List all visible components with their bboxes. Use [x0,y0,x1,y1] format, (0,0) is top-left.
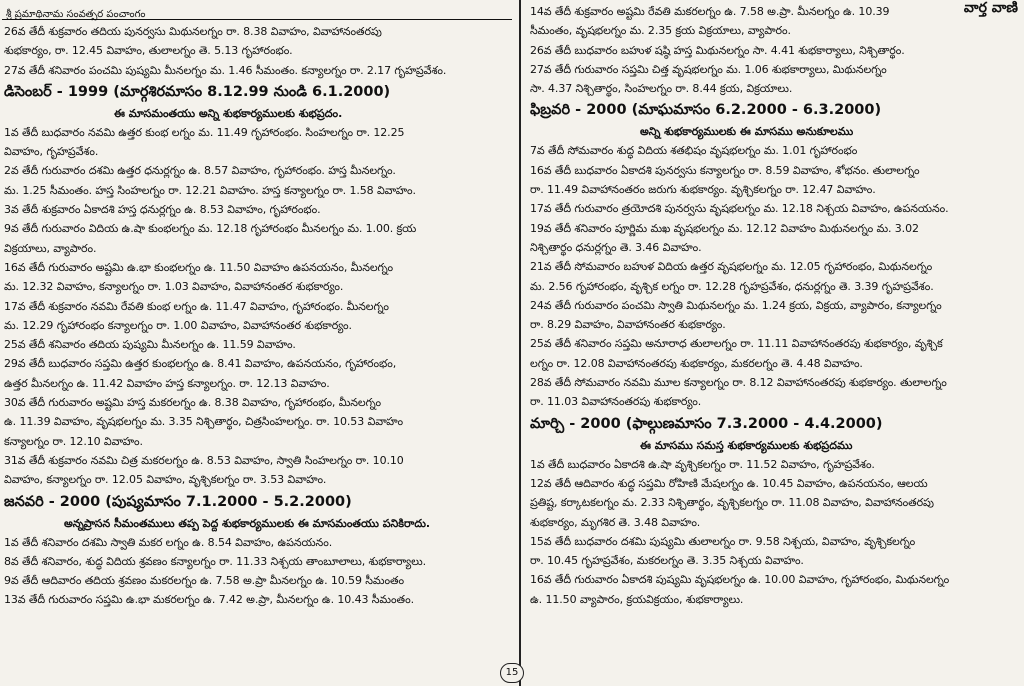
muhurtham-entry-line: మ. 12.29 గృహారంభం కన్యాలగ్నం రా. 1.00 వివాహం, వివాహానంతర శుభకార్యం. [4,318,352,332]
muhurtham-entry-line: 14వ తేదీ శుక్రవారం అష్టమి రేవతి మకరలగ్నం ఉ. 7.58 అ.ప్రా. మీనలగ్నం ఉ. 10.39 [530,5,890,18]
muhurtham-entry-line: 31వ తేదీ శుక్రవారం నవమి చిత్ర మకరలగ్నం ఉ. 8.53 వివాహం, స్వాతి సింహలగ్నం రా. 10.10 [4,453,404,467]
muhurtham-entry-line: 1వ తేదీ బుధవారం ఏకాదశి ఉ.షా వృశ్చికలగ్నం రా. 11.52 వివాహం, గృహప్రవేశం. [530,457,875,471]
month-note: ఈ మాసమంతయు అన్ని శుభకార్యములకు శుభప్రదం. [114,106,343,120]
muhurtham-entry-line: మ. 2.56 గృహారంభం, వృశ్చిక లగ్నం రా. 12.28 గృహప్రవేశం, ధనుర్లగ్నం తె. 3.39 గృహప్రవేశం. [530,279,934,293]
month-heading: ఫిబ్రవరి - 2000 (మాఘమాసం 6.2.2000 - 6.3.2000) [530,102,882,119]
muhurtham-entry-line: రా. 8.29 వివాహం, వివాహానంతర శుభకార్యం. [530,318,726,332]
page-header [2,2,512,20]
muhurtham-entry-line: 26వ తేదీ బుధవారం బహుళ షష్ఠి హస్త మిథునలగ్నం సా. 4.41 శుభకార్యాలు, నిశ్చితార్థం. [530,43,905,57]
month-heading: మార్చి - 2000 (ఫాల్గుణమాసం 7.3.2000 - 4.4.2000) [530,415,883,432]
muhurtham-entry-line: 29వ తేదీ బుధవారం సప్తమి ఉత్తర కుంభలగ్నం ఉ. 8.41 వివాహం, ఉపనయనం, గృహారంభం, [4,357,397,371]
month-heading: డిసెంబర్ - 1999 (మార్గశిరమాసం 8.12.99 నుండి 6.1.2000) [4,83,391,100]
muhurtham-entry-line: రా. 11.03 వివాహానంతరపు శుభకార్యం. [530,395,702,409]
muhurtham-entry-line: 27వ తేదీ గురువారం సప్తమి చిత్త వృషభలగ్నం మ. 1.06 శుభకార్యాలు, మిథునలగ్నం [530,62,887,76]
muhurtham-entry-line: విక్రయాలు, వ్యాపారం. [4,241,97,255]
muhurtham-entry-line: 16వ తేదీ గురువారం ఏకాదశి పుష్యమి వృషభలగ్నం ఉ. 10.00 వివాహం, గృహారంభం, మిథునలగ్నం [530,573,950,587]
muhurtham-entry-line: 25వ తేదీ శనివారం తదియ పుష్యమి మీనలగ్నం ఉ. 11.59 వివాహం. [4,338,296,352]
muhurtham-entry-line: 28వ తేదీ సోమవారం నవమి మూల కన్యాలగ్నం రా. 8.12 వివాహానంతరపు శుభకార్యం. తులాలగ్నం [530,376,947,390]
muhurtham-entry-line: 21వ తేదీ సోమవారం బహుళ విదియ ఉత్తర వృషభలగ్నం మ. 12.05 గృహారంభం, మిథునలగ్నం [530,260,933,274]
muhurtham-entry-line: 16వ తేదీ గురువారం అష్టమి ఉ.భా కుంభలగ్నం ఉ. 11.50 వివాహం ఉపనయనం, మీనలగ్నం [4,260,393,274]
muhurtham-entry-line: 12వ తేదీ ఆదివారం శుద్ధ సప్తమి రోహిణి మేషలగ్నం ఉ. 10.45 వివాహం, ఉపనయనం, ఆలయ [530,476,928,490]
muhurtham-entry-line: శుభకార్యం, మృగశిర తె. 3.48 వివాహం. [530,515,701,529]
muhurtham-entry-line: లగ్నం రా. 12.08 వివాహానంతరపు శుభకార్యం, మకరలగ్నం తె. 4.48 వివాహం. [530,356,863,370]
muhurtham-entry-line: 8వ తేదీ శనివారం, శుద్ధ విదియ శ్రవణం కన్యాలగ్నం రా. 11.33 నిశ్చయ తాంబూలాలు, శుభకార్యాలు. [4,554,426,568]
muhurtham-entry-line: 25వ తేదీ శనివారం సప్తమి అనూరాధ తులాలగ్నం రా. 11.11 వివాహానంతరపు శుభకార్యం, వృశ్చిక [530,337,943,351]
muhurtham-entry-line: 3వ తేదీ శుక్రవారం ఏకాదశి హస్త ధనుర్లగ్నం ఉ. 8.53 వివాహం, గృహారంభం. [4,203,321,217]
muhurtham-entry-line: 24వ తేదీ గురువారం పంచమి స్వాతి మిథునలగ్నం మ. 1.24 క్రయ, విక్రయ, వ్యాపారం, కన్యాలగ్నం [530,298,942,312]
muhurtham-entry-line: మ. 12.32 వివాహం, కన్యాలగ్నం రా. 1.03 వివాహం, వివాహానంతర శుభకార్యం. [4,280,344,294]
header-title: శ్రీ ప్రమాథినామ సంవత్సర పంచాంగం [6,9,146,20]
muhurtham-entry-line: 15వ తేదీ బుధవారం దశమి పుష్యమి తులాలగ్నం రా. 9.58 నిశ్చయ, వివాహం, వృశ్చికలగ్నం [530,534,916,548]
muhurtham-entry-line: 30వ తేదీ గురువారం అష్టమి హస్త మకరలగ్నం ఉ. 8.38 వివాహం, గృహారంభం, మీనలగ్నం [4,396,381,410]
muhurtham-entry-line: రా. 10.45 గృహప్రవేశం, మకరలగ్నం తె. 3.35 నిశ్చయ వివాహం. [530,554,804,568]
muhurtham-entry-line: 16వ తేదీ బుధవారం ఏకాదశి పునర్వసు కన్యాలగ్నం రా. 8.59 వివాహం, శోభనం. తులాలగ్నం [530,163,920,177]
muhurtham-entry-line: 1వ తేదీ బుధవారం నవమి ఉత్తర కుంభ లగ్నం మ. 11.49 గృహారంభం. సింహలగ్నం రా. 12.25 [4,125,405,139]
muhurtham-entry-line: వివాహం, గృహప్రవేశం. [4,145,99,159]
muhurtham-entry-line: 19వ తేదీ శనివారం పూర్ణిమ మఖ వృషభలగ్నం మ. 12.12 వివాహం మిథునలగ్నం మ. 3.02 [530,221,919,235]
muhurtham-entry-line: సా. 4.37 నిశ్చితార్థం, సింహలగ్నం రా. 8.44 క్రయ, విక్రయాలు. [530,82,793,96]
muhurtham-entry-line: 26వ తేదీ శుక్రవారం తదియ పునర్వసు మిథునలగ్నం రా. 8.38 వివాహం, వివాహానంతరపు [4,25,382,38]
muhurtham-entry-line: 1వ తేదీ శనివారం దశమి స్వాతి మకర లగ్నం ఉ. 8.54 వివాహం, ఉపనయనం. [4,535,333,549]
right-column [530,2,1016,609]
column-divider [519,0,521,686]
muhurtham-entry-line: 17వ తేదీ గురువారం త్రయోదశి పునర్వసు వృషభలగ్నం మ. 12.18 నిశ్చయ వివాహం, ఉపనయనం. [530,202,949,216]
muhurtham-entry-line: శుభకార్యం, రా. 12.45 వివాహం, తులాలగ్నం తె. 5.13 గృహారంభం. [4,44,293,58]
muhurtham-entry-line: వివాహం, కన్యాలగ్నం రా. 12.05 వివాహం, వృశ్చికలగ్నం రా. 3.53 వివాహం. [4,473,327,487]
month-note: అన్నప్రాసన సీమంతములు తప్ప పెద్ద శుభకార్యములకు ఈ మాసమంతయు పనికిరాదు. [64,516,431,530]
muhurtham-entry-line: ఉ. 11.50 వ్యాపారం, క్రయవిక్రయం, శుభకార్యాలు. [530,592,744,606]
muhurtham-entry-line: రా. 11.49 వివాహానంతరం జరుగు శుభకార్యం. వృశ్చికలగ్నం రా. 12.47 వివాహం. [530,183,876,197]
muhurtham-entry-line: సీమంతం, వృషభలగ్నం మ. 2.35 క్రయ విక్రయాలు, వ్యాపారం. [530,24,791,38]
muhurtham-entry-line: 17వ తేదీ శుక్రవారం నవమి రేవతి కుంభ లగ్నం ఉ. 11.47 వివాహం, గృహారంభం. మీనలగ్నం [4,299,389,313]
muhurtham-entry-line: నిశ్చితార్థం ధనుర్లగ్నం తె. 3.46 వివాహం. [530,240,702,254]
muhurtham-entry-line: మ. 1.25 సీమంతం. హస్త సింహలగ్నం రా. 12.21 వివాహం. హస్త కన్యాలగ్నం రా. 1.58 వివాహం. [4,183,416,197]
muhurtham-entry-line: 9వ తేదీ గురువారం విదియ ఉ.షా కుంభలగ్నం మ. 12.18 గృహారంభం మీనలగ్నం మ. 1.00. క్రయ [4,222,417,236]
muhurtham-entry-line: 13వ తేదీ గురువారం సప్తమి ఉ.భా మకరలగ్నం ఉ. 7.42 అ.ప్రా, మీనలగ్నం ఉ. 10.43 సీమంతం. [4,593,414,607]
muhurtham-entry-line: ఉ. 11.39 వివాహం, వృషభలగ్నం మ. 3.35 నిశ్చితార్థం, చిత్రసింహలగ్నం. రా. 10.53 వివాహం [4,415,404,429]
muhurtham-entry-line: ప్రతిష్ట, కర్కాటకలగ్నం మ. 2.33 నిశ్చితార్థం, వృశ్చికలగ్నం రా. 11.08 వివాహం, వివాహానంతరపు [530,496,934,510]
publication-logo: వార్త వాణి [963,0,1018,16]
muhurtham-entry-line: 27వ తేదీ శనివారం పంచమి పుష్యమి మీనలగ్నం మ. 1.46 సీమంతం. కన్యాలగ్నం రా. 2.17 గృహప్రవేశం. [4,63,447,77]
month-heading: జనవరి - 2000 (పుష్యమాసం 7.1.2000 - 5.2.2000) [4,493,352,510]
left-column [4,22,512,610]
month-note: అన్ని శుభకార్యములకు ఈ మాసము అనుకూలము [640,125,854,139]
muhurtham-entry-line: 9వ తేదీ ఆదివారం తదియ శ్రవణం మకరలగ్నం ఉ. 7.58 అ.ప్రా మీనలగ్నం ఉ. 10.59 సీమంతం [4,574,405,588]
muhurtham-entry-line: ఉత్తర మీనలగ్నం ఉ. 11.42 వివాహం హస్త కన్యాలగ్నం. రా. 12.13 వివాహం. [4,376,330,390]
muhurtham-entry-line: 7వ తేదీ సోమవారం శుద్ధ విదియ శతభిషం వృషభలగ్నం మ. 1.01 గృహారంభం [530,144,858,158]
muhurtham-entry-line: కన్యాలగ్నం రా. 12.10 వివాహం. [4,434,143,448]
month-note: ఈ మాసము సమస్త శుభకార్యములకు శుభప్రదము [640,438,853,452]
muhurtham-entry-line: 2వ తేదీ గురువారం దశమి ఉత్తర ధనుర్లగ్నం ఉ. 8.57 వివాహం, గృహారంభం. హస్త మీనలగ్నం. [4,164,396,178]
page-number: 15 [500,663,524,683]
